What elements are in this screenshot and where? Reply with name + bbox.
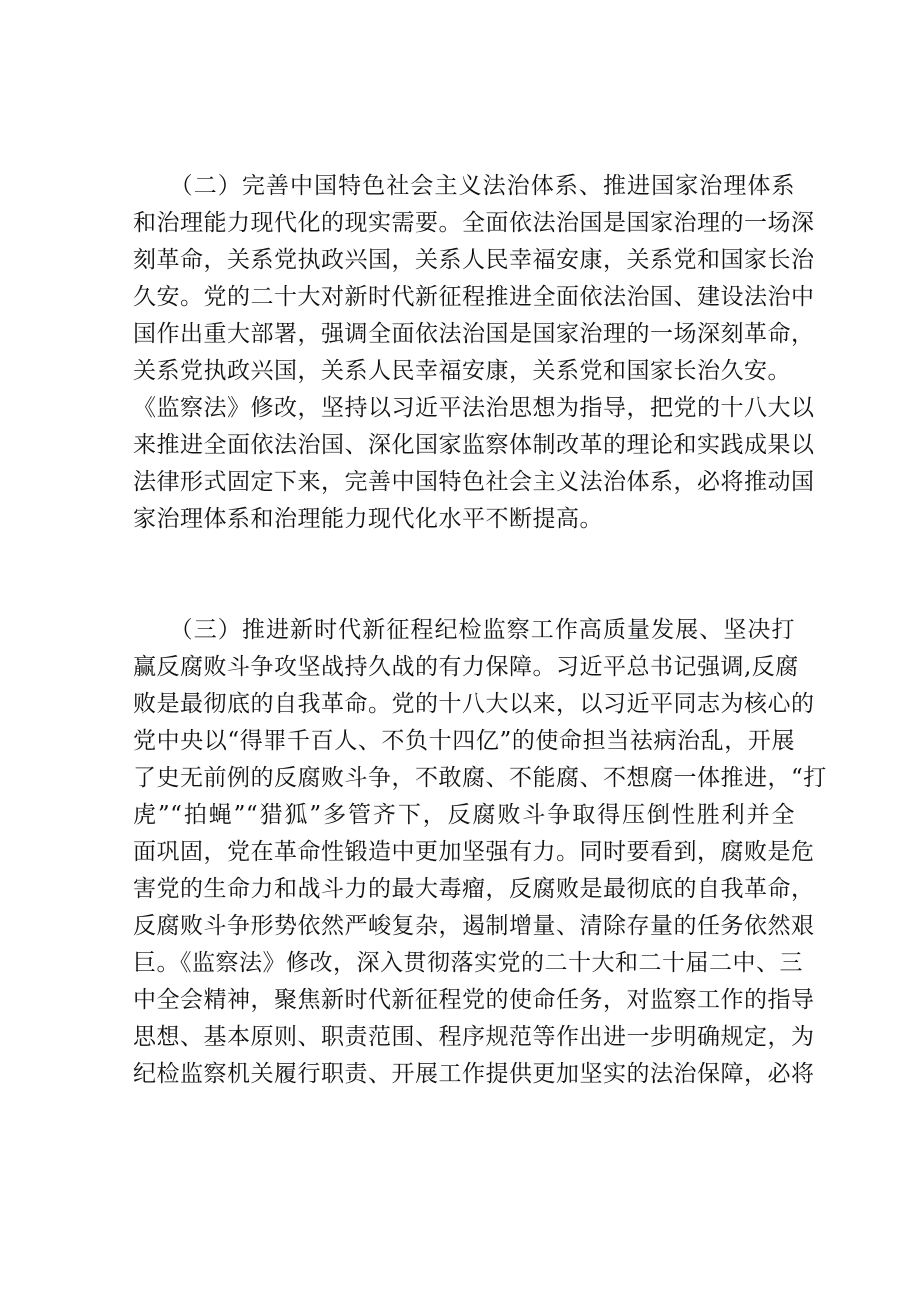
- paragraph-line: 纪检监察机关履行职责、开展工作提供更加坚实的法治保障，必将: [133, 1061, 815, 1087]
- paragraph-line: 党中央以“得罪千百人、不负十四亿”的使命担当祛病治乱，开展: [133, 728, 795, 754]
- paragraph-line: 了史无前例的反腐败斗争，不敢腐、不能腐、不想腐一体推进，“打: [133, 765, 827, 791]
- paragraph-line: 面巩固，党在革命性锻造中更加坚强有力。同时要看到，腐败是危: [133, 839, 815, 865]
- paragraph-line: 刻革命，关系党执政兴国，关系人民幸福安康，关系党和国家长治: [133, 247, 815, 273]
- paragraph-line: 巨。《监察法》修改，深入贯彻落实党的二十大和二十届二中、三: [133, 950, 803, 976]
- paragraph-line: 败是最彻底的自我革命。党的十八大以来，以习近平同志为核心的: [133, 691, 815, 717]
- paragraph-line: （三）推进新时代新征程纪检监察工作高质量发展、坚决打: [133, 617, 795, 643]
- paragraph-line: 法律形式固定下来，完善中国特色社会主义法治体系，必将推动国: [133, 469, 815, 495]
- paragraph-line: （二）完善中国特色社会主义法治体系、推进国家治理体系: [133, 173, 795, 199]
- paragraph-line: 反腐败斗争形势依然严峻复杂，遏制增量、清除存量的任务依然艰: [133, 913, 815, 939]
- paragraph-line: 虎”“拍蝇”“猎狐”多管齐下，反腐败斗争取得压倒性胜利并全: [133, 802, 795, 828]
- paragraph-line: 中全会精神，聚焦新时代新征程党的使命任务，对监察工作的指导: [133, 987, 815, 1013]
- paragraph-line: 来推进全面依法治国、深化国家监察体制改革的理论和实践成果以: [133, 432, 815, 458]
- paragraph-2-rule-of-law: [133, 168, 815, 538]
- paragraph-line: 关系党执政兴国，关系人民幸福安康，关系党和国家长治久安。: [133, 358, 791, 384]
- paragraph-line: 思想、基本原则、职责范围、程序规范等作出进一步明确规定，为: [133, 1024, 815, 1050]
- paragraph-line: 赢反腐败斗争攻坚战持久战的有力保障。习近平总书记强调,反腐: [133, 654, 799, 680]
- paragraph-line: 家治理体系和治理能力现代化水平不断提高。: [133, 506, 603, 532]
- paragraph-line: 和治理能力现代化的现实需要。全面依法治国是国家治理的一场深: [133, 210, 815, 236]
- paragraph-line: 国作出重大部署，强调全面依法治国是国家治理的一场深刻革命，: [133, 321, 815, 347]
- paragraph-line: 久安。党的二十大对新时代新征程推进全面依法治国、建设法治中: [133, 284, 815, 310]
- paragraph-line: 《监察法》修改，坚持以习近平法治思想为指导，把党的十八大以: [133, 395, 815, 421]
- paragraph-line: 害党的生命力和战斗力的最大毒瘤，反腐败是最彻底的自我革命，: [133, 876, 815, 902]
- paragraph-3-anti-corruption: [133, 612, 827, 1093]
